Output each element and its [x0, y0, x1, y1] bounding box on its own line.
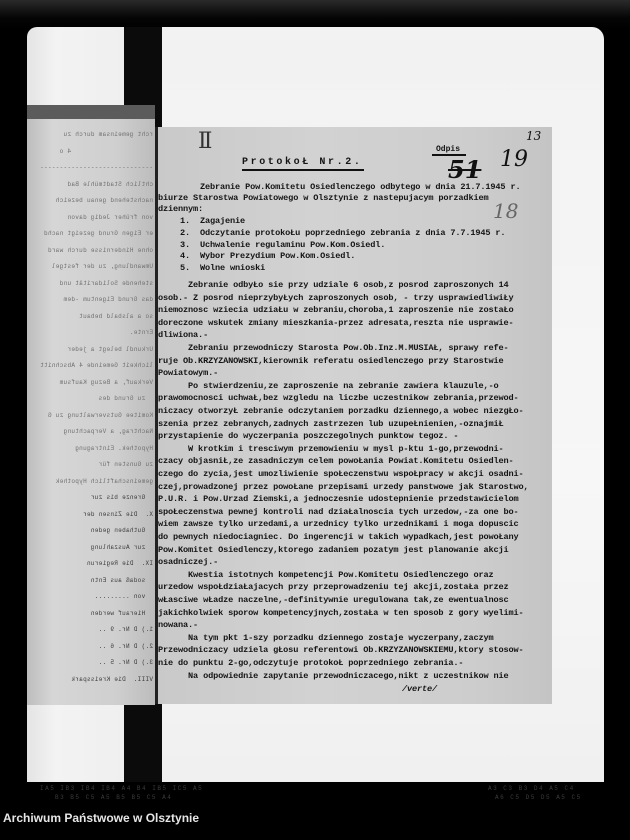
- body-line: doreczone wskutek zmiany mieszkania-przez adresata,reszta nie usprawie-: [158, 317, 514, 328]
- body-line: wŁasciwe wŁadze naczelne,-definitywnie uregulowana tak,ze ewentualnosc: [158, 595, 509, 605]
- film-code-right-2: A6 C5 D5 D5 A5 C5: [495, 794, 582, 801]
- strip-text-line: Hierauf werden: [90, 609, 153, 617]
- body-line: czego do zycia,jest umozliwienie spoŁeczenstwu wspoŁpracy w akcji osadni-: [158, 469, 524, 479]
- film-code-right: A3 C3 B3 D4 A5 C4: [488, 785, 575, 792]
- strip-text-line: Grenze bis zur: [90, 494, 153, 501]
- body-line: urzedow wspoŁdziaŁajacych przy przeprowadzeniu tej akcji,zostaŁa przez: [158, 582, 509, 593]
- body-line: spoŁeczenstwa pewnej kontroli nad dziaŁalnoscia tych urzedow,-za one bo-: [158, 506, 519, 517]
- strip-text-line: ohne Hindernisse durch ward: [47, 246, 153, 254]
- strip-text-line: chtlich Stadtmühle Bad: [67, 180, 153, 188]
- body-line: Przewodniczacy udziela gŁosu referentowi Ob.KRZYZANOWSKIEMU,ktory stosow-: [158, 645, 524, 656]
- strip-text-line: 2.) D Nr. 6 ..: [98, 642, 153, 650]
- strip-text-line: X. Die Zinsen der: [82, 510, 153, 518]
- strip-text-line: so a alsbald bebaut: [78, 312, 153, 320]
- agenda-item: [158, 240, 546, 251]
- body-line: dliwiona.-: [158, 330, 209, 341]
- agenda-number: 4.: [180, 251, 191, 262]
- strip-text-line: -----------------------------: [39, 164, 153, 171]
- body-line: osob.- Z posrod nieprzybyŁych zaproszonych osob, - trzy usprawiedliwiŁy: [158, 292, 514, 303]
- intro-line: dziennym:: [158, 204, 204, 214]
- strip-text-line: lichkeit Gemeinde 4 Abschnitt: [39, 362, 153, 369]
- strip-text-line: zu Grund des: [94, 395, 153, 402]
- body-line: Po stwierdzeniu,ze zaproszenie na zebranie zawiera klauzule,-o: [158, 380, 499, 391]
- body-line: Zebranie odbyŁo sie przy udziale 6 osob,z posrod zaproszonych 14: [158, 280, 509, 290]
- strip-text-line: 1.) D Nr. 9 ..: [98, 626, 153, 633]
- agenda-number: 2.: [180, 227, 191, 238]
- agenda-item: [158, 228, 546, 239]
- strip-text-line: 4 o: [59, 147, 153, 155]
- film-code-left: IA5 IB3 IB4 IB4 A4 B4 IB5 IC5 A5: [40, 785, 204, 792]
- strip-text-line: gemeinschaftlich Hypothek: [55, 477, 153, 485]
- body-line: Powiatowym.-: [158, 368, 219, 379]
- agenda-number: 1.: [180, 216, 191, 226]
- body-line: niczacy otworzyŁ zebranie odczytaniem porzadku dziennego,a wobec niezgŁo-: [158, 406, 524, 416]
- agenda-text: Wolne wnioski: [200, 263, 266, 274]
- film-code-left-2: B3 B5 C5 A5 B5 B5 C5 A4: [55, 794, 173, 801]
- body-line: prawomocnosci uchwaŁ,bez wzgledu na liczbe uczestnikow zebrania,przewod-: [158, 393, 519, 404]
- strip-text-line: Nachtrag, a Verpachtung: [63, 428, 153, 435]
- body-line: Zebraniu przewodniczy Starosta Pow.Ob.Inz.M.MUSIAŁ, sprawy refe-: [158, 343, 509, 353]
- handwritten-page-number: 13: [526, 129, 542, 143]
- strip-text-line: Komitee Gutsverwaltung zu G: [47, 411, 153, 419]
- copy-label: Odpis: [432, 145, 466, 156]
- strip-text-line: zur Auszahlung: [90, 543, 153, 551]
- body-line: nie do punktu 2-go,odczytuje protokoŁ poprzedniego zebrania.-: [158, 658, 464, 668]
- agenda-number: 3.: [180, 239, 191, 250]
- handwritten-number-18: 18: [493, 199, 519, 223]
- agenda-item: [158, 216, 546, 227]
- body-line: osadniczej.-: [158, 557, 219, 568]
- body-line: wiem zawsze tylko urzedami,a urzednicy tylko urzednikami i moga dopuscic: [158, 519, 519, 530]
- strip-text-line: Urkundl belegt a jeder: [67, 345, 153, 353]
- document-page: [155, 127, 552, 704]
- strip-text-line: Umwandlung, zu der festgel: [51, 263, 153, 270]
- strip-text-line: er Eigen Grund gezeigt nachd: [43, 230, 153, 237]
- document-title: ProtokoŁ Nr.2.: [242, 157, 364, 171]
- strip-text-line: nachstehend genau bezeich: [55, 197, 153, 204]
- strip-text-line: sodaß aus Entn: [90, 576, 153, 584]
- handwritten-number-19: 19: [500, 147, 528, 172]
- body-line: szenia przez zebranych,zadnych zastrzezen lub uzupeŁnienien,-oznajmiŁ: [158, 418, 504, 429]
- strip-text-line: von .........: [94, 593, 153, 600]
- left-reversed-document-strip: [27, 105, 155, 705]
- body-line: przystapienie do wyczerpania poszczegolnych punktow tegoz. -: [158, 431, 459, 442]
- body-line: P.U.R. i Pow.Urzad Ziemski,a jednoczesnie udostepnienie przedstawicielom: [158, 494, 519, 505]
- strip-text-line: VIII. Die Kreisspark: [71, 675, 153, 683]
- strip-text-line: von früher Jedig davon: [67, 213, 153, 221]
- body-line: ruje Ob.KRZYZANOWSKI,kierownik referatu osiedlenczego przy Starostwie: [158, 355, 504, 366]
- agenda-text: Odczytanie protokoŁu poprzedniego zebrania z dnia 7.7.1945 r.: [200, 227, 506, 238]
- strip-text-line: zu Gunsten für: [94, 461, 153, 468]
- verte-note: /verte/: [402, 684, 438, 694]
- strip-text-line: stehende Solidarität und: [59, 279, 153, 287]
- agenda-item: [158, 251, 546, 262]
- agenda-text: Wybor Prezydium Pow.Kom.Osiedl.: [200, 251, 356, 262]
- strip-text-line: rcht gemeinsam durch zu: [63, 131, 153, 138]
- body-line: czacy objasniŁ,ze zasadniczym celem powoŁania Powiat.Komitetu Osiedlen-: [158, 456, 514, 467]
- body-line: do pewnych niedociagniec. Do ingerencji w takich wypadkach,jest powoŁany: [158, 532, 519, 542]
- strip-text-line: Ernte.: [129, 329, 153, 336]
- body-line: nowana.-: [158, 620, 199, 631]
- strip-text-line: 3.) D Nr. 5 ..: [98, 659, 153, 666]
- agenda-number: 5.: [180, 263, 191, 274]
- body-line: Na odpowiednie zapytanie przewodniczacego,nikt z uczestnikow nie: [158, 670, 509, 681]
- archive-footer-label: Archiwum Państwowe w Olsztynie: [3, 811, 200, 825]
- intro-line: Zebranie Pow.Komitetu Osiedlenczego odbytego w dnia 21.7.1945 r.: [200, 182, 521, 192]
- strip-text-line: Guthaben geden: [90, 527, 153, 534]
- agenda-item: [158, 263, 546, 274]
- body-line: Na tym pkt 1-szy porzadku dziennego zostaje wyczerpany,zaczym: [158, 632, 494, 643]
- handwritten-crossed-number: 51: [448, 155, 482, 184]
- strip-text-line: Verkauf, a Bezug Kaufsum: [59, 378, 153, 386]
- body-line: czej,prowadzonej przez powoŁane przepisami urzedy panstwowe jak Starostwo,: [158, 481, 529, 492]
- body-line: Pow.Komitet Osiedlenczy,ktorego zadaniem pozatym jest planowanie akcji: [158, 544, 509, 555]
- body-line: jakichkolwiek sporow kompetencyjnych,zostaŁa w ten sposob z gory wyelimi-: [158, 607, 524, 618]
- body-line: W krotkim i tresciwym przemowieniu w mysl p-ktu 1-go,przewodni-: [158, 443, 504, 454]
- strip-text-line: IX. Die Regierun: [86, 560, 153, 567]
- strip-text-line: das Grund Eigentum -dem: [63, 296, 153, 303]
- intro-line: biurze Starostwa Powiatowego w Olsztynie z nastepujacym porzadkiem: [158, 193, 489, 203]
- agenda-text: Uchwalenie regulaminu Pow.Kom.Osiedl.: [200, 239, 386, 250]
- handwritten-marks-top-left: II: [198, 129, 210, 154]
- body-line: niemoznosc wziecia udziaŁu w zebraniu,choroba,1 zaproszenie nie zostaŁo: [158, 305, 514, 316]
- strip-text-line: Hypothek. Eintragung: [74, 444, 153, 452]
- agenda-text: Zagajenie: [200, 216, 246, 226]
- body-line: Kwestia istotnych kompetencji Pow.Komitetu Osiedlenczego oraz: [158, 569, 494, 580]
